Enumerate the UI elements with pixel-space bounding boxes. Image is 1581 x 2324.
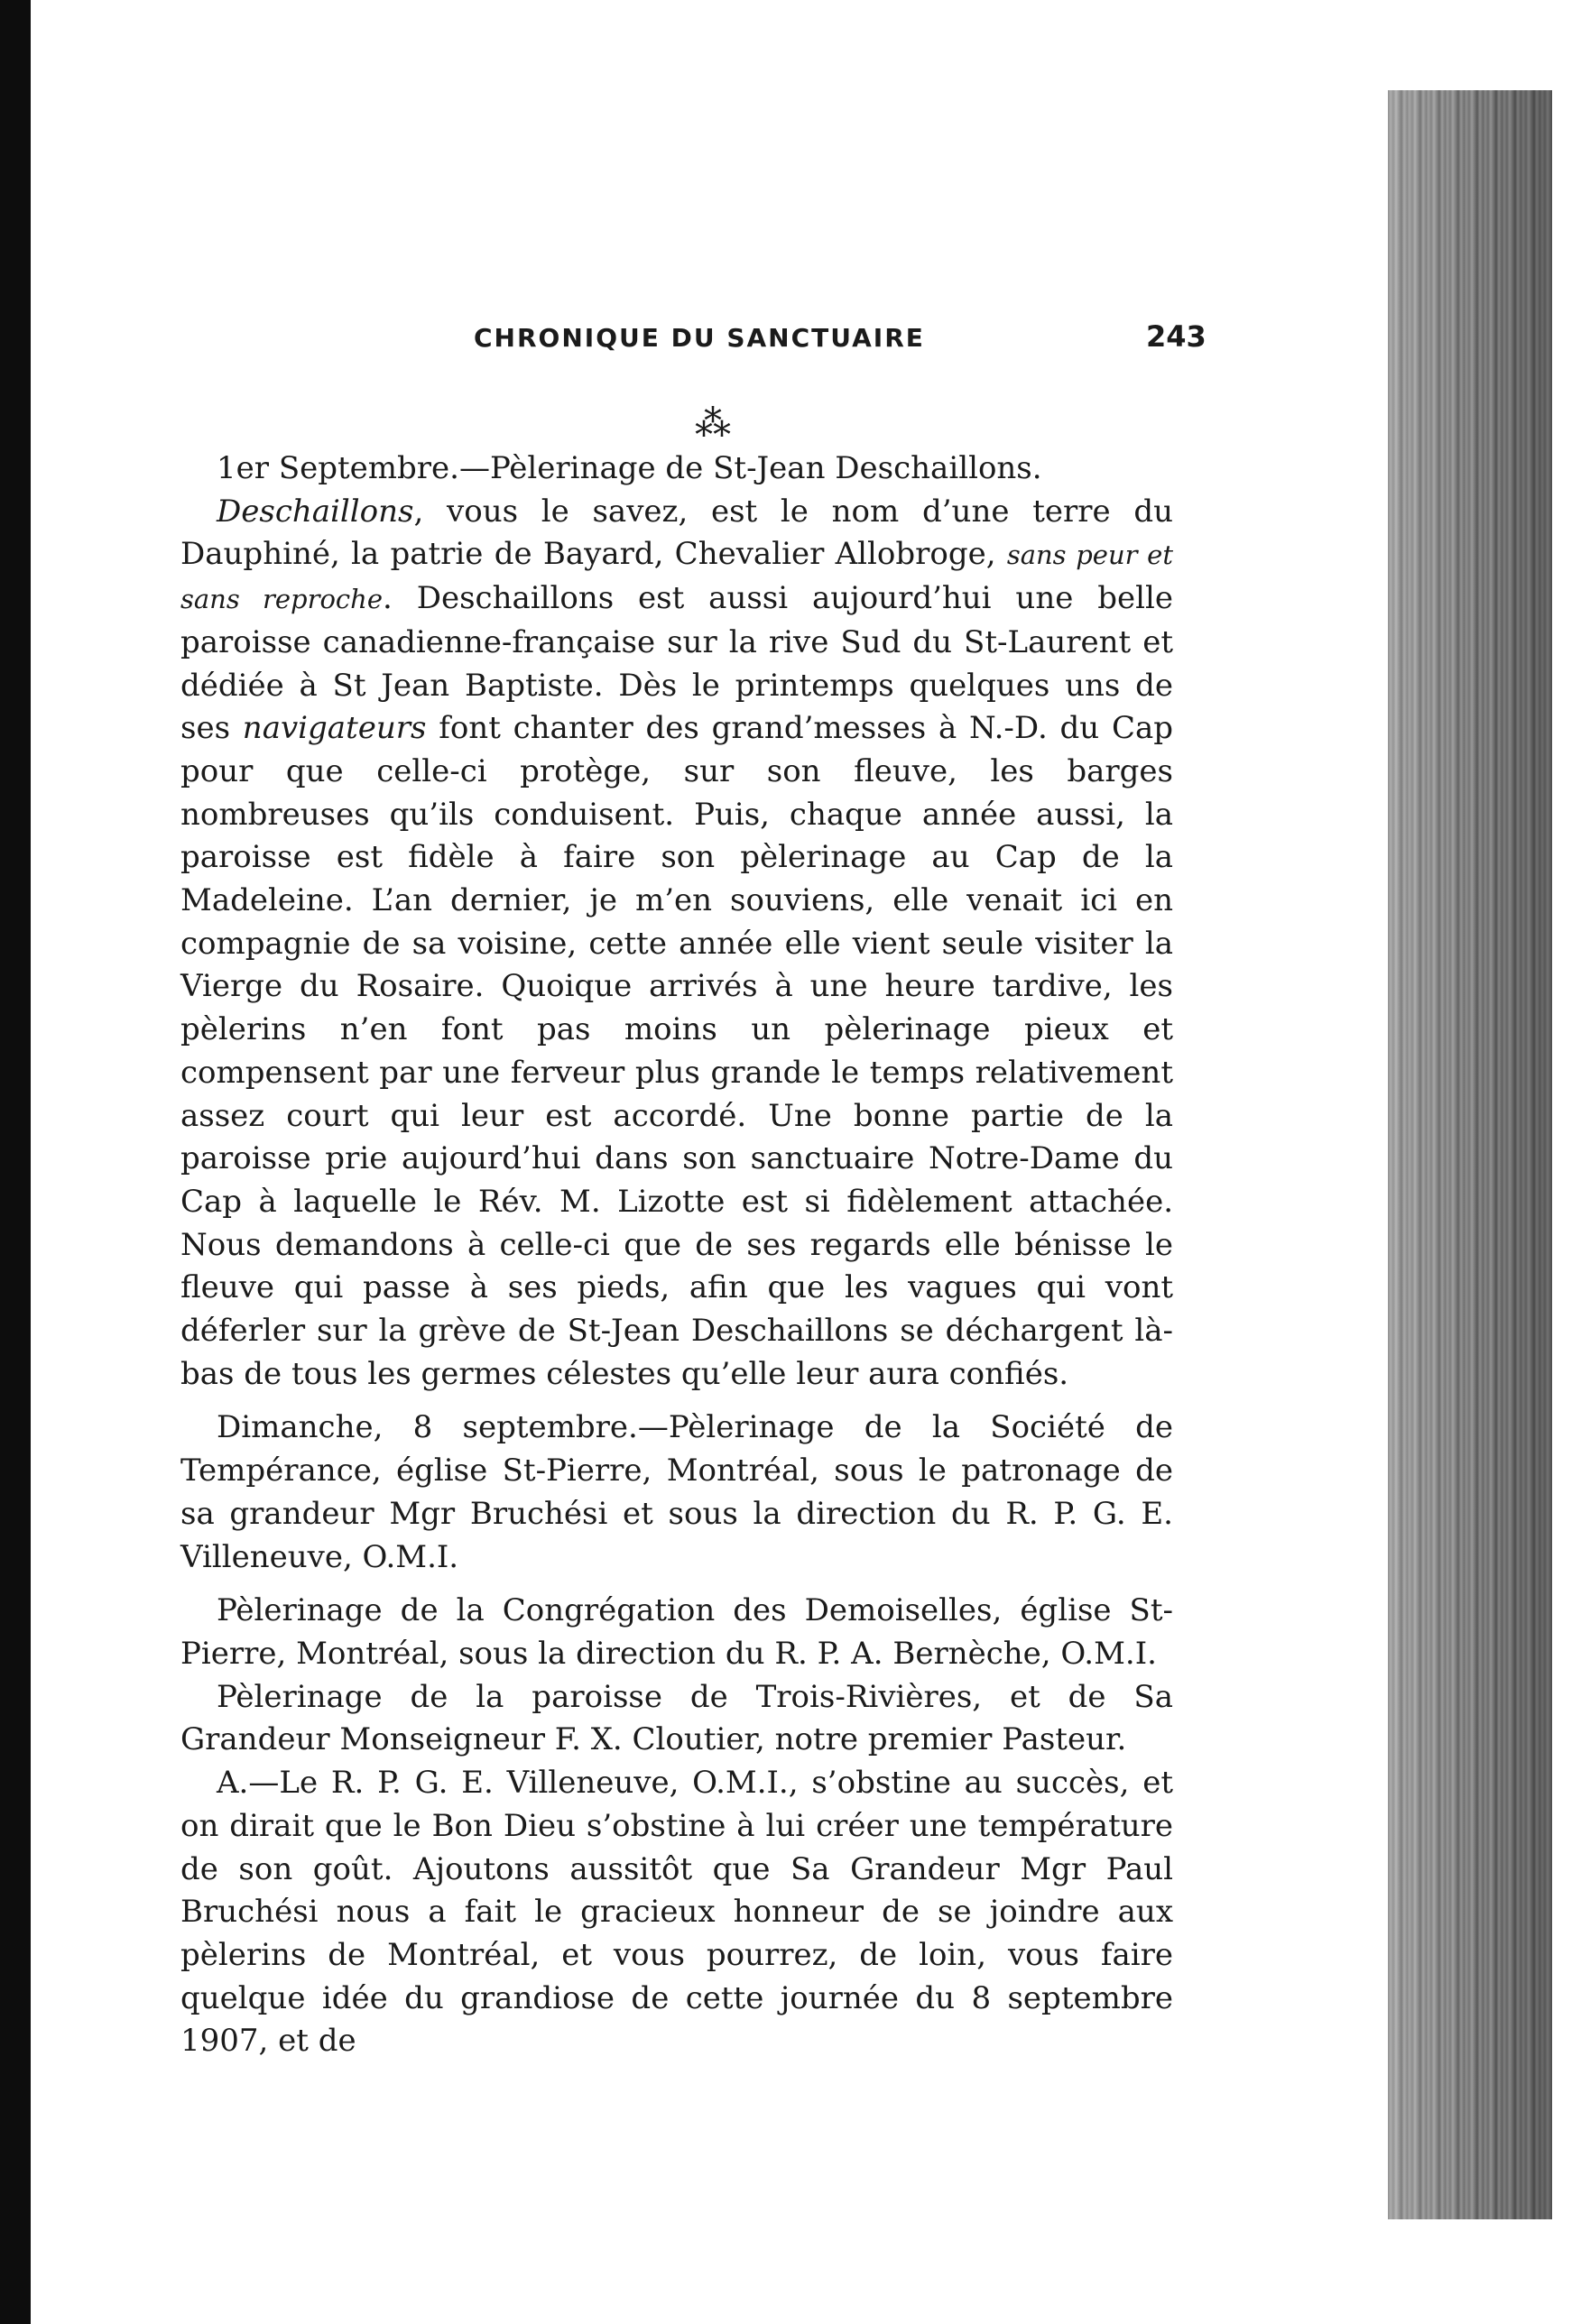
book-page [180,307,1207,2063]
paragraph-sept-1: 1er Septembre.—Pèlerinage de St-Jean Deschaillons. [217,450,1042,486]
paragraph-sept-8: Dimanche, 8 septembre.—Pèlerinage de la Société de Tempérance, église St-Pierre, Montréal, sous le patronage de sa grandeur Mgr Bruchési et sous la direction du R. P. G. E. Villeneuve, O.M.I. [180,1409,1173,1575]
book-page-edges [1388,90,1552,2219]
asterism-divider: ⁂ [695,403,731,445]
scan-border-left [0,0,31,2324]
text-run: , vous le savez, est le nom d’une terre du Dauphiné, la patrie de Bayard, Chevalier Allobroge, [180,493,1173,573]
paragraph-villeneuve: A.—Le R. P. G. E. Villeneuve, O.M.I., s’obstine au succès, et on dirait que le Bon Dieu s’obstine à lui créer une température de son goût. Ajoutons aussitôt que Sa Grandeur Mgr Paul Bruchési nous a fait le gracieux honneur de se joindre aux pèlerins de Montréal, et vous pourrez, de loin, vous faire quelque idée du grandiose de cette journée du 8 septembre 1907, et de [180,1765,1173,2060]
text-run: . Deschaillons est aussi aujourd’hui une belle paroisse canadienne-française sur la rive Sud du St-Laurent et dédiée à St Jean Baptiste. Dès le printemps quelques uns de ses [180,580,1173,747]
text-run: font chanter des grand’messes à N.-D. du Cap pour que celle-ci protège, sur son fleuve, les barges nombreuses qu’ils conduisent. Puis, chaque année aussi, la paroisse est fidèle à faire son pèlerinage au Cap de la Madeleine. L’an dernier, je m’en souviens, elle venait ici en compagnie de sa voisine, cette année elle vient seule visiter la Vierge du Rosaire. Quoique arrivés à une heure tardive, les pèlerins n’en font pas moins un pèlerinage pieux et compensent par une ferveur plus grande le temps relativement assez court qui leur est accordé. Une bonne partie de la paroisse prie aujourd’hui dans son sanctuaire Notre-Dame du Cap à laquelle le Rév. M. Lizotte est si fidèlement attachée. Nous demandons à celle-ci que de ses regards elle bénisse le fleuve qui passe à ses pieds, afin que les vagues qui vont déferler sur la grève de St-Jean Deschaillons se déchargent là-bas de tous les germes célestes qu’elle leur aura confiés. [180,710,1173,1392]
paragraph-congregation: Pèlerinage de la Congrégation des Demoiselles, église St-Pierre, Montréal, sous la direction du R. P. A. Bernèche, O.M.I. [180,1592,1173,1672]
page-number: 243 [1146,319,1207,354]
running-head [180,307,1207,361]
paragraph-deschaillons [180,491,1173,1397]
italic-term: navigateurs [242,710,427,747]
running-title: CHRONIQUE DU SANCTUAIRE [474,323,925,353]
italic-term: Deschaillons [217,493,414,530]
paragraph-trois-rivieres: Pèlerinage de la paroisse de Trois-Rivières, et de Sa Grandeur Monseigneur F. X. Cloutier, notre premier Pasteur. [180,1678,1173,1758]
scan-margin-right [1552,0,1581,2324]
italic-phrase: sans peur et sans reproche [180,540,1173,615]
body-text [180,447,1173,2063]
